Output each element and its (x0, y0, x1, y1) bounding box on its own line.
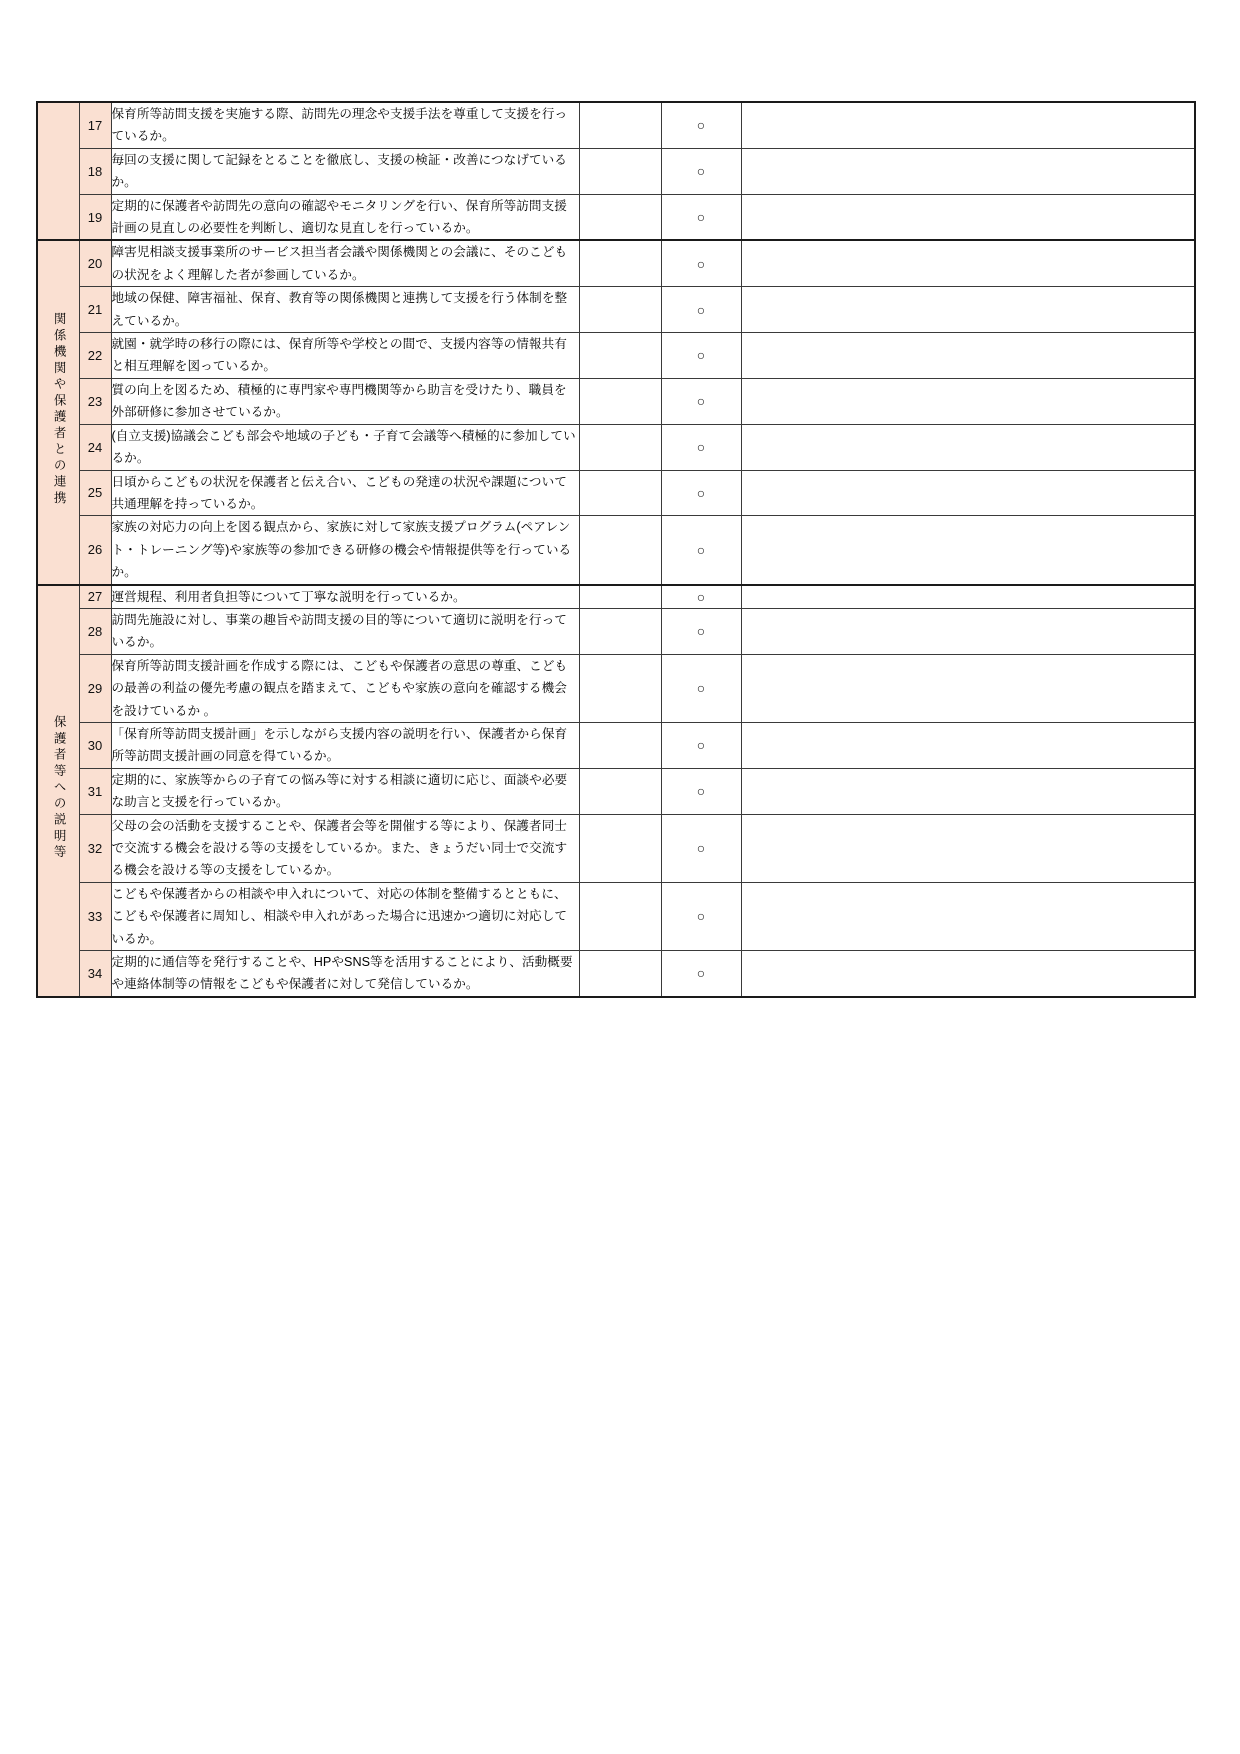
check-mark-cell[interactable] (661, 814, 741, 882)
checklist-sheet (36, 101, 1194, 998)
blank-response-cell[interactable] (579, 951, 661, 997)
checklist-item-text: 毎回の支援に関して記録をとることを徹底し、支援の検証・改善につなげているか。 (111, 148, 579, 194)
check-mark-cell[interactable] (661, 240, 741, 286)
circle-mark-icon: ○ (696, 680, 706, 697)
checklist-item-text: 障害児相談支援事業所のサービス担当者会議や関係機関との会議に、そのこどもの状況をよく理解した者が参画しているか。 (111, 240, 579, 286)
row-number-cell: 32 (79, 814, 111, 882)
check-mark-cell[interactable] (661, 585, 741, 609)
table-row (37, 654, 1195, 722)
note-cell[interactable] (741, 608, 1195, 654)
note-cell[interactable] (741, 722, 1195, 768)
blank-response-cell[interactable] (579, 287, 661, 333)
table-row (37, 378, 1195, 424)
row-number-cell: 26 (79, 516, 111, 585)
checklist-item-text: 日頃からこどもの状況を保護者と伝え合い、こどもの発達の状況や課題について共通理解を持っているか。 (111, 470, 579, 516)
circle-mark-icon: ○ (696, 484, 706, 501)
row-number-cell: 21 (79, 287, 111, 333)
note-cell[interactable] (741, 424, 1195, 470)
check-mark-cell[interactable] (661, 194, 741, 240)
category-cell (37, 585, 79, 997)
row-number-cell: 18 (79, 148, 111, 194)
table-row (37, 424, 1195, 470)
blank-response-cell[interactable] (579, 470, 661, 516)
check-mark-cell[interactable] (661, 951, 741, 997)
check-mark-cell[interactable] (661, 882, 741, 950)
circle-mark-icon: ○ (696, 965, 706, 982)
circle-mark-icon: ○ (696, 117, 706, 134)
table-row (37, 287, 1195, 333)
blank-response-cell[interactable] (579, 148, 661, 194)
checklist-item-text: 地域の保健、障害福祉、保育、教育等の関係機関と連携して支援を行う体制を整えているか。 (111, 287, 579, 333)
checklist-item-text: 運営規程、利用者負担等について丁寧な説明を行っているか。 (111, 585, 579, 609)
circle-mark-icon: ○ (696, 541, 706, 558)
check-mark-cell[interactable] (661, 654, 741, 722)
note-cell[interactable] (741, 814, 1195, 882)
row-number-cell: 20 (79, 240, 111, 286)
blank-response-cell[interactable] (579, 102, 661, 148)
table-row (37, 333, 1195, 379)
check-mark-cell[interactable] (661, 516, 741, 585)
checklist-item-text: 質の向上を図るため、積極的に専門家や専門機関等から助言を受けたり、職員を外部研修に参加させているか。 (111, 378, 579, 424)
note-cell[interactable] (741, 148, 1195, 194)
check-mark-cell[interactable] (661, 722, 741, 768)
table-row (37, 608, 1195, 654)
table-row (37, 722, 1195, 768)
check-mark-cell[interactable] (661, 608, 741, 654)
checklist-item-text: 父母の会の活動を支援することや、保護者会等を開催する等により、保護者同士で交流する機会を設ける等の支援をしているか。また、きょうだい同士で交流する機会を設ける等の支援をしているか。 (111, 814, 579, 882)
note-cell[interactable] (741, 951, 1195, 997)
check-mark-cell[interactable] (661, 287, 741, 333)
row-number-cell: 31 (79, 768, 111, 814)
circle-mark-icon: ○ (696, 623, 706, 640)
circle-mark-icon: ○ (696, 255, 706, 272)
check-mark-cell[interactable] (661, 768, 741, 814)
note-cell[interactable] (741, 768, 1195, 814)
checklist-item-text: 「保育所等訪問支援計画」を示しながら支援内容の説明を行い、保護者から保育所等訪問支援計画の同意を得ているか。 (111, 722, 579, 768)
blank-response-cell[interactable] (579, 814, 661, 882)
table-row (37, 951, 1195, 997)
note-cell[interactable] (741, 470, 1195, 516)
row-number-cell: 17 (79, 102, 111, 148)
blank-response-cell[interactable] (579, 722, 661, 768)
row-number-cell: 22 (79, 333, 111, 379)
checklist-item-text: 保育所等訪問支援を実施する際、訪問先の理念や支援手法を尊重して支援を行っているか。 (111, 102, 579, 148)
note-cell[interactable] (741, 287, 1195, 333)
row-number-cell: 19 (79, 194, 111, 240)
table-row (37, 882, 1195, 950)
checklist-item-text: 就園・就学時の移行の際には、保育所等や学校との間で、支援内容等の情報共有と相互理解を図っているか。 (111, 333, 579, 379)
checklist-item-text: 定期的に通信等を発行することや、HPやSNS等を活用することにより、活動概要や連絡体制等の情報をこどもや保護者に対して発信しているか。 (111, 951, 579, 997)
blank-response-cell[interactable] (579, 378, 661, 424)
circle-mark-icon: ○ (696, 783, 706, 800)
check-mark-cell[interactable] (661, 148, 741, 194)
note-cell[interactable] (741, 882, 1195, 950)
blank-response-cell[interactable] (579, 194, 661, 240)
table-row (37, 768, 1195, 814)
checklist-item-text: (自立支援)協議会こども部会や地域の子ども・子育て会議等へ積極的に参加しているか。 (111, 424, 579, 470)
category-cell (37, 240, 79, 584)
checklist-item-text: こどもや保護者からの相談や申入れについて、対応の体制を整備するとともに、こどもや保護者に周知し、相談や申入れがあった場合に迅速かつ適切に対応しているか。 (111, 882, 579, 950)
circle-mark-icon: ○ (696, 588, 706, 605)
blank-response-cell[interactable] (579, 608, 661, 654)
row-number-cell: 33 (79, 882, 111, 950)
table-row (37, 585, 1195, 609)
note-cell[interactable] (741, 585, 1195, 609)
checklist-item-text: 定期的に、家族等からの子育ての悩み等に対する相談に適切に応じ、面談や必要な助言と支援を行っているか。 (111, 768, 579, 814)
check-mark-cell[interactable] (661, 470, 741, 516)
circle-mark-icon: ○ (696, 209, 706, 226)
circle-mark-icon: ○ (696, 737, 706, 754)
self-evaluation-checklist-table (36, 101, 1196, 998)
blank-response-cell[interactable] (579, 240, 661, 286)
blank-response-cell[interactable] (579, 654, 661, 722)
category-label: 関係機関や保護者との連携 (52, 312, 67, 508)
circle-mark-icon: ○ (696, 301, 706, 318)
blank-response-cell[interactable] (579, 768, 661, 814)
blank-response-cell[interactable] (579, 516, 661, 585)
table-row (37, 194, 1195, 240)
table-row (37, 516, 1195, 585)
circle-mark-icon: ○ (696, 908, 706, 925)
checklist-item-text: 保育所等訪問支援計画を作成する際には、こどもや保護者の意思の尊重、こどもの最善の利益の優先考慮の観点を踏まえて、こどもや家族の意向を確認する機会を設けているか 。 (111, 654, 579, 722)
table-row (37, 102, 1195, 148)
row-number-cell: 24 (79, 424, 111, 470)
checklist-table-body (37, 102, 1195, 997)
table-row (37, 814, 1195, 882)
note-cell[interactable] (741, 240, 1195, 286)
note-cell[interactable] (741, 516, 1195, 585)
table-row (37, 470, 1195, 516)
note-cell[interactable] (741, 654, 1195, 722)
checklist-item-text: 訪問先施設に対し、事業の趣旨や訪問支援の目的等について適切に説明を行っているか。 (111, 608, 579, 654)
circle-mark-icon: ○ (696, 163, 706, 180)
circle-mark-icon: ○ (696, 439, 706, 456)
circle-mark-icon: ○ (696, 347, 706, 364)
row-number-cell: 28 (79, 608, 111, 654)
blank-response-cell[interactable] (579, 424, 661, 470)
circle-mark-icon: ○ (696, 840, 706, 857)
note-cell[interactable] (741, 333, 1195, 379)
row-number-cell: 27 (79, 585, 111, 609)
category-label: 保護者等への説明等 (52, 715, 67, 862)
circle-mark-icon: ○ (696, 393, 706, 410)
table-row (37, 148, 1195, 194)
row-number-cell: 29 (79, 654, 111, 722)
check-mark-cell[interactable] (661, 378, 741, 424)
note-cell[interactable] (741, 194, 1195, 240)
checklist-item-text: 家族の対応力の向上を図る観点から、家族に対して家族支援プログラム(ペアレント・トレーニング等)や家族等の参加できる研修の機会や情報提供等を行っているか。 (111, 516, 579, 585)
row-number-cell: 30 (79, 722, 111, 768)
check-mark-cell[interactable] (661, 102, 741, 148)
category-cell (37, 102, 79, 240)
check-mark-cell[interactable] (661, 333, 741, 379)
row-number-cell: 23 (79, 378, 111, 424)
checklist-item-text: 定期的に保護者や訪問先の意向の確認やモニタリングを行い、保育所等訪問支援計画の見直しの必要性を判断し、適切な見直しを行っているか。 (111, 194, 579, 240)
row-number-cell: 34 (79, 951, 111, 997)
blank-response-cell[interactable] (579, 882, 661, 950)
table-row (37, 240, 1195, 286)
blank-response-cell[interactable] (579, 585, 661, 609)
blank-response-cell[interactable] (579, 333, 661, 379)
check-mark-cell[interactable] (661, 424, 741, 470)
note-cell[interactable] (741, 102, 1195, 148)
note-cell[interactable] (741, 378, 1195, 424)
row-number-cell: 25 (79, 470, 111, 516)
